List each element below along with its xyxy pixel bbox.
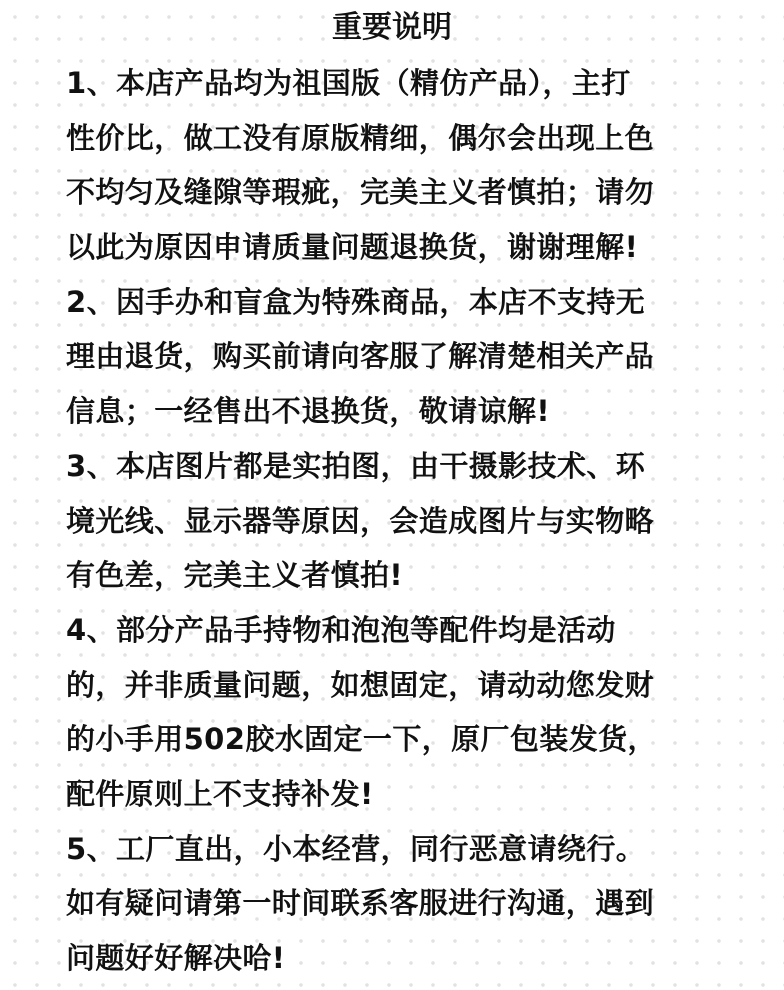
notice-line: 3、本店图片都是实拍图，由干摄影技术、环	[66, 448, 646, 483]
notice-line: 4、部分产品手持物和泡泡等配件均是活动	[66, 612, 616, 647]
notice-line: 如有疑问请第一时间联系客服进行沟通，遇到	[66, 886, 655, 921]
notice-line: 5、工厂直出，小本经营，同行恶意请绕行。	[66, 831, 646, 866]
notice-line: 1、本店产品均为祖国版（精仿产品），主打	[66, 66, 631, 100]
notice-line: 理由退货，购买前请向客服了解清楚相关产品	[66, 339, 655, 374]
notice-line: 配件原则上不支持补发!	[66, 776, 374, 811]
notice-line: 2、因手办和盲盒为特殊商品，本店不支持无	[66, 284, 646, 319]
notice-line: 问题好好解决哈!	[66, 941, 286, 975]
notice-line: 的，并非质量问题，如想固定，请动动您发财	[66, 667, 655, 702]
notice-line: 性价比，做工没有原版精细，偶尔会出现上色	[66, 120, 655, 155]
notice-line: 以此为原因申请质量问题退换货，谢谢理解!	[66, 230, 639, 265]
notice-line: 信息；一经售出不退换货，敬请谅解!	[66, 394, 551, 429]
notice-line: 境光线、显示器等原因，会造成图片与实物略	[66, 503, 655, 538]
notice-line: 不均匀及缝隙等瑕疵，完美主义者慎拍；请勿	[66, 175, 655, 210]
notice-body	[66, 56, 756, 986]
page-title: 重要说明	[332, 10, 452, 45]
notice-line: 有色差，完美主义者慎拍!	[66, 558, 404, 593]
notice-line: 的小手用502胶水固定一下，原厂包装发货，	[66, 722, 657, 757]
